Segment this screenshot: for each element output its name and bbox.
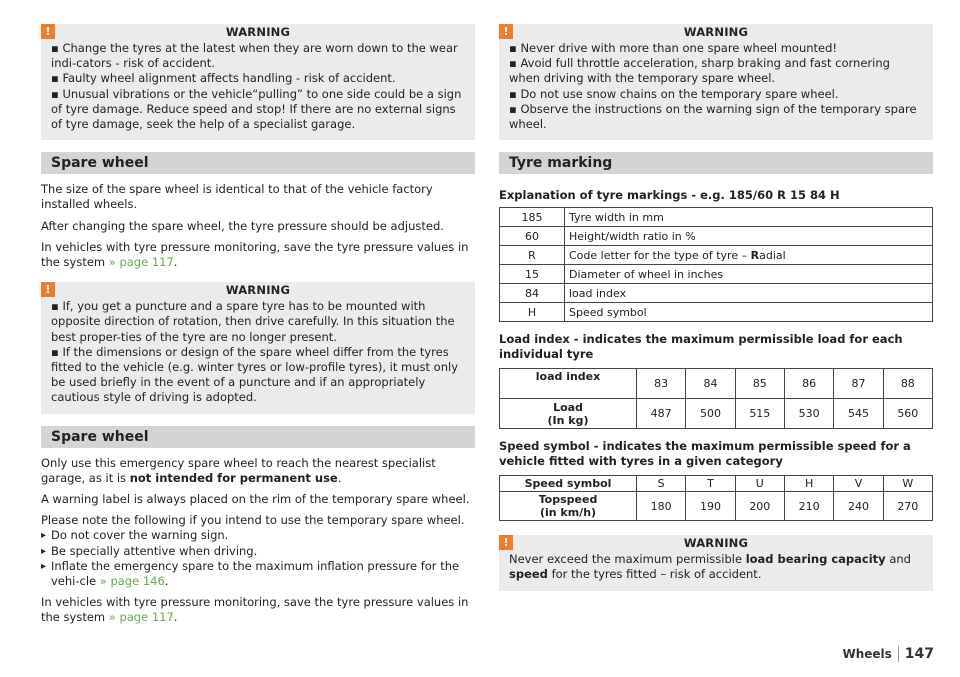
- table-row: [500, 284, 933, 303]
- table-cell: 515: [735, 399, 784, 429]
- load-index-title: Load index - indicates the maximum permissible load for each individual tyre: [499, 332, 903, 362]
- paragraph-text: Only use this emergency spare wheel to reach the nearest specialist garage, as it is: [41, 455, 436, 485]
- warning-body: [499, 550, 933, 582]
- warning-box-wear: [41, 24, 475, 140]
- warning-line: ▪ Observe the instructions on the warning sign of the temporary spare wheel.: [509, 101, 917, 132]
- table-cell: 86: [784, 369, 833, 399]
- warning-line: ▪ Unusual vibrations or the vehicle“pulling” to one side could be a sign of tyre damage. Reduce speed and stop! If there are no external signs of tyre damage, seek the help of a specialist garage.: [51, 86, 462, 132]
- table-row: [500, 399, 933, 429]
- table-cell: S: [637, 476, 686, 492]
- warning-box-puncture: [41, 282, 475, 413]
- paragraph-end: .: [173, 255, 178, 270]
- page-link[interactable]: » page 146: [99, 574, 165, 589]
- table-cell: load index: [565, 284, 933, 303]
- warning-title: WARNING: [225, 282, 291, 297]
- exclamation-icon: !: [499, 24, 513, 39]
- table-cell: 560: [883, 399, 932, 429]
- list-item: ▸ Be specially attentive when driving.: [41, 544, 475, 559]
- table-cell: Speed symbol: [565, 303, 933, 322]
- table-cell: 185: [500, 208, 565, 227]
- row-header: [500, 492, 637, 521]
- tyre-markings-table: [499, 207, 933, 322]
- warning-line: ▪ Avoid full throttle acceleration, sharp braking and fast cornering when driving with the temporary spare wheel.: [509, 56, 890, 86]
- cell-text: Code letter for the type of tyre –: [569, 248, 751, 262]
- markings-title: Explanation of tyre markings - e.g. 185/60 R 15 84 H: [499, 188, 840, 203]
- bold-text: not intended for permanent use: [129, 470, 338, 485]
- table-cell: H: [784, 476, 833, 492]
- table-cell: W: [883, 476, 932, 492]
- chapter-label: Wheels: [842, 647, 892, 661]
- table-cell: 60: [500, 227, 565, 246]
- warning-line: ▪ If the dimensions or design of the spare wheel differ from the tyres fitted to the vehicle (e.g. winter tyres or low-profile tyres), it must only be used briefly in the event of a puncture and if an appropriately cautious style of driving is adopted.: [51, 344, 459, 405]
- table-cell: H: [500, 303, 565, 322]
- warning-line: [509, 552, 923, 582]
- bold-text: load bearing capacity: [745, 552, 886, 567]
- table-cell: V: [834, 476, 883, 492]
- warning-line: ▪ Faulty wheel alignment affects handling - risk of accident.: [51, 71, 396, 86]
- paragraph: Please note the following if you intend to use the temporary spare wheel.: [41, 513, 465, 528]
- table-cell: 85: [735, 369, 784, 399]
- list-item-end: .: [164, 574, 169, 589]
- warning-text: for the tyres fitted – risk of accident.: [551, 567, 762, 582]
- table-row: [500, 492, 933, 521]
- exclamation-icon: !: [41, 282, 55, 297]
- table-row: [500, 246, 933, 265]
- load-index-table: [499, 368, 933, 429]
- page-footer: [842, 646, 934, 662]
- exclamation-icon: !: [41, 24, 55, 39]
- paragraph: A warning label is always placed on the rim of the temporary spare wheel.: [41, 492, 470, 507]
- paragraph-end: .: [173, 610, 178, 625]
- table-cell: Tyre width in mm: [565, 208, 933, 227]
- row-header: Speed symbol: [500, 476, 637, 492]
- warning-text: Never exceed the maximum permissible: [509, 552, 743, 567]
- section-heading-spare-wheel: Spare wheel: [41, 152, 475, 174]
- bold-text: speed: [509, 567, 548, 582]
- list-item: [41, 559, 475, 589]
- section-heading-spare-wheel-temporary: Spare wheel: [41, 426, 475, 448]
- row-header-line: Topspeed: [538, 493, 598, 507]
- table-row: [500, 369, 933, 399]
- page-link[interactable]: » page 117: [108, 610, 174, 625]
- warning-title: WARNING: [683, 535, 749, 550]
- page-number: 147: [904, 646, 934, 662]
- right-column: [499, 24, 933, 603]
- paragraph: After changing the spare wheel, the tyre pressure should be adjusted.: [41, 218, 444, 233]
- paragraph: [41, 595, 475, 625]
- section-heading-tyre-marking: Tyre marking: [499, 152, 933, 174]
- table-cell: Diameter of wheel in inches: [565, 265, 933, 284]
- table-cell: 84: [686, 369, 735, 399]
- table-cell: 84: [500, 284, 565, 303]
- row-header-line: Load: [553, 400, 583, 414]
- warning-line: ▪ Never drive with more than one spare wheel mounted!: [509, 41, 838, 55]
- speed-symbol-table: [499, 475, 933, 521]
- table-cell: 210: [784, 492, 833, 521]
- warning-header: [41, 24, 475, 39]
- table-cell: 270: [883, 492, 932, 521]
- table-row: [500, 227, 933, 246]
- warning-header: [499, 535, 933, 550]
- table-row: [500, 265, 933, 284]
- paragraph-text: In vehicles with tyre pressure monitoring, save the tyre pressure values in the system: [41, 239, 469, 270]
- cell-text: adial: [759, 248, 786, 262]
- table-row: [500, 476, 933, 492]
- table-cell: 240: [834, 492, 883, 521]
- list-item: ▸ Do not cover the warning sign.: [41, 528, 475, 543]
- speed-symbol-title: Speed symbol - indicates the maximum permissible speed for a vehicle fitted with tyres in a given category: [499, 439, 911, 469]
- warning-title: WARNING: [225, 24, 291, 39]
- table-cell: 200: [735, 492, 784, 521]
- table-cell: [565, 246, 933, 265]
- warning-body: [41, 39, 475, 132]
- row-header-line: (In kg): [547, 413, 589, 427]
- warning-text: and: [889, 552, 911, 567]
- warning-line: ▪ Change the tyres at the latest when they are worn down to the wear indi-cators - risk of accident.: [51, 41, 458, 71]
- table-cell: 545: [834, 399, 883, 429]
- table-cell: 530: [784, 399, 833, 429]
- warning-line: ▪ If, you get a puncture and a spare tyre has to be mounted with opposite direction of rotation, then drive carefully. In this situation the best proper-ties of the tyre are no longer present.: [51, 299, 455, 344]
- warning-body: [499, 39, 933, 132]
- paragraph: The size of the spare wheel is identical to that of the vehicle factory installed wheels.: [41, 182, 433, 212]
- table-cell: 180: [637, 492, 686, 521]
- left-column: [41, 24, 475, 632]
- warning-body: [41, 297, 475, 405]
- bold-text: R: [750, 248, 760, 262]
- footer-divider: [898, 646, 899, 662]
- table-cell: 83: [637, 369, 686, 399]
- warning-header: [41, 282, 475, 297]
- table-cell: 190: [686, 492, 735, 521]
- table-cell: R: [500, 246, 565, 265]
- paragraph-end: .: [337, 470, 342, 485]
- table-row: [500, 208, 933, 227]
- table-cell: 87: [834, 369, 883, 399]
- row-header: load index: [500, 369, 637, 399]
- warning-header: [499, 24, 933, 39]
- bullet-list: [41, 528, 475, 589]
- table-cell: 88: [883, 369, 932, 399]
- table-cell: Height/width ratio in %: [565, 227, 933, 246]
- exclamation-icon: !: [499, 535, 513, 550]
- paragraph: [41, 456, 475, 486]
- table-cell: 487: [637, 399, 686, 429]
- table-cell: U: [735, 476, 784, 492]
- table-cell: 15: [500, 265, 565, 284]
- warning-box-load-speed: [499, 535, 933, 590]
- page-link[interactable]: » page 117: [108, 255, 174, 270]
- paragraph: [41, 240, 475, 270]
- paragraph-text: In vehicles with tyre pressure monitoring, save the tyre pressure values in the system: [41, 595, 469, 625]
- warning-line: ▪ Do not use snow chains on the temporary spare wheel.: [509, 86, 839, 101]
- warning-title: WARNING: [683, 24, 749, 39]
- warning-box-spare-wheel: [499, 24, 933, 140]
- row-header-line: (in km/h): [539, 506, 597, 520]
- table-cell: T: [686, 476, 735, 492]
- row-header: [500, 399, 637, 429]
- table-cell: 500: [686, 399, 735, 429]
- list-item-text: Inflate the emergency spare to the maximum inflation pressure for the vehi-cle: [51, 558, 460, 589]
- table-row: [500, 303, 933, 322]
